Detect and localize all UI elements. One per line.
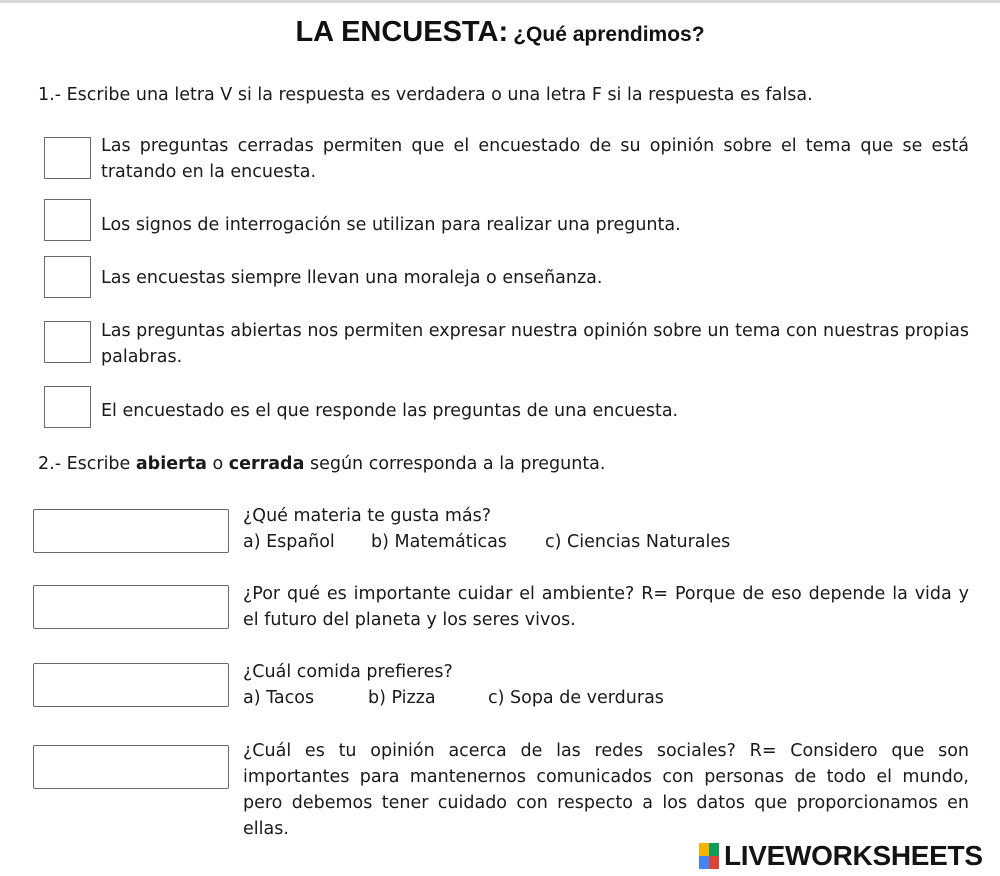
question-3 [243, 659, 969, 711]
tf-answer-box-5[interactable] [44, 386, 91, 428]
tf-answer-box-3[interactable] [44, 256, 91, 298]
logo-text: LIVEWORKSHEETS [724, 840, 983, 871]
question-3-option-c: c) Sopa de verduras [488, 688, 664, 708]
word-closed: cerrada [228, 454, 305, 474]
open-closed-answer-box-4[interactable] [33, 745, 229, 789]
tf-statement-3: Las encuestas siempre llevan una moraleja o enseñanza. [101, 268, 603, 288]
question-1 [243, 503, 969, 555]
tf-statement-2: Los signos de interrogación se utilizan para realizar una pregunta. [101, 215, 681, 235]
question-1-option-c: c) Ciencias Naturales [545, 532, 731, 552]
question-3-option-b: b) Pizza [368, 688, 436, 708]
tf-answer-box-2[interactable] [44, 199, 91, 241]
liveworksheets-logo-icon [699, 843, 719, 869]
tf-statement-4: Las preguntas abiertas nos permiten expresar nuestra opinión sobre un tema con nuestras propias palabras. [101, 321, 969, 367]
tf-answer-box-1[interactable] [44, 137, 91, 179]
question-1-option-b: b) Matemáticas [371, 532, 507, 552]
tf-statement-5: El encuestado es el que responde las preguntas de una encuesta. [101, 401, 679, 421]
word-open: abierta [135, 454, 207, 474]
question-3-options [243, 685, 969, 711]
question-1-text: ¿Qué materia te gusta más? [243, 506, 492, 526]
question-3-option-a: a) Tacos [243, 688, 315, 708]
open-closed-answer-box-1[interactable] [33, 509, 229, 553]
instruction-connector: o [206, 454, 229, 474]
question-3-text: ¿Cuál comida prefieres? [243, 662, 453, 682]
page-title [0, 16, 1000, 49]
tf-answer-box-4[interactable] [44, 321, 91, 363]
title-main: LA ENCUESTA: [295, 16, 509, 48]
top-divider [0, 0, 1000, 3]
section1-instruction: 1.- Escribe una letra V si la respuesta es verdadera o una letra F si la respuesta es falsa. [38, 85, 813, 105]
instruction-suffix: según corresponda a la pregunta. [304, 454, 606, 474]
open-closed-answer-box-2[interactable] [33, 585, 229, 629]
logo-square-3 [699, 856, 709, 869]
instruction-prefix: 2.- Escribe [38, 454, 136, 474]
section2-instruction [38, 453, 605, 475]
tf-statement-1: Las preguntas cerradas permiten que el encuestado de su opinión sobre el tema que se está tratando en la encuesta. [101, 136, 969, 182]
logo-square-1 [699, 843, 709, 856]
open-closed-answer-box-3[interactable] [33, 663, 229, 707]
title-subtitle: ¿Qué aprendimos? [513, 23, 705, 46]
question-1-options [243, 529, 969, 555]
liveworksheets-logo [699, 840, 983, 872]
question-1-option-a: a) Español [243, 532, 335, 552]
question-2: ¿Por qué es importante cuidar el ambiente? R= Porque de eso depende la vida y el futuro del planeta y los seres vivos. [243, 584, 969, 630]
logo-square-2 [709, 843, 719, 856]
logo-square-4 [709, 856, 719, 869]
question-4: ¿Cuál es tu opinión acerca de las redes sociales? R= Considero que son importantes para mantenernos comunicados con personas de todo el mundo, pero debemos tener cuidado con respecto a los datos que proporcionamos en ellas. [243, 741, 969, 839]
